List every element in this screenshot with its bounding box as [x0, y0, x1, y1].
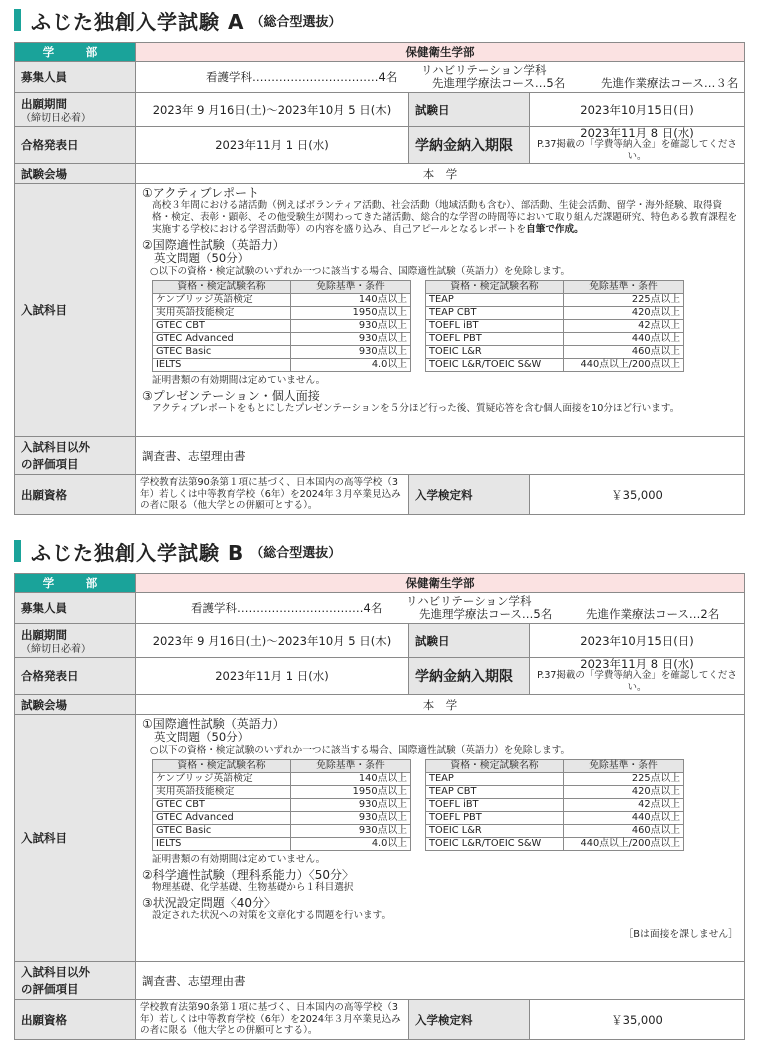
exam-date-value: 2023年10月15日(日) — [530, 93, 745, 127]
cert-row — [426, 333, 684, 346]
subject-item-heading: ②科学適性試験（理科系能力）〈50分〉 — [142, 868, 355, 882]
eligibility-label: 出願資格 — [15, 475, 136, 515]
cert-row — [426, 825, 684, 838]
announce-value: 2023年11月 1 日(水) — [136, 127, 409, 164]
subject-item-body — [152, 200, 738, 236]
section-b-table — [14, 573, 745, 1040]
other-eval-value: 調査書、志望理由書 — [136, 962, 745, 1000]
recruit-label: 募集人員 — [15, 62, 136, 93]
tuition-label: 学納金納入期限 — [409, 658, 530, 695]
tuition-note: P.37掲載の「学費等納入金」を確認してください。 — [537, 670, 737, 693]
subject-item-heading: ③プレゼンテーション・個人面接 — [142, 389, 320, 403]
recruit-nursing: 看護学科……………………………4名 — [191, 601, 383, 615]
period-value: 2023年 9 月16日(土)～2023年10月 5 日(木) — [136, 93, 409, 127]
subjects-content — [136, 184, 745, 437]
cert-name: TEAP CBT — [426, 307, 564, 320]
cert-name: TOEFL PBT — [426, 333, 564, 346]
validity-note: 証明書類の有効期間は定めていません。 — [152, 375, 326, 386]
announce-label: 合格発表日 — [15, 127, 136, 164]
cert-row — [153, 294, 411, 307]
report-body-text: 高校３年間における諸活動（例えばボランティア活動、社会活動（地域活動も含む）、部活動、生徒会活動、留学・海外経験、取得資格・検定、表彰・顕彰、その他受験生が関わってきた諸活動、総合的な学習の時間等において取り組んだ課題研究、特色ある教育課程を実施する学校における学習活動等）の内容を盛り込み、自己アピールとなるレポートを — [152, 200, 738, 235]
announce-value: 2023年11月 1 日(水) — [136, 658, 409, 695]
cert-row — [153, 799, 411, 812]
cert-header-name: 資格・検定試験名称 — [426, 281, 564, 294]
section-subtitle: （総合型選抜） — [250, 545, 342, 561]
cert-name: TOEFL PBT — [426, 812, 564, 825]
period-value: 2023年 9 月16日(土)～2023年10月 5 日(木) — [136, 624, 409, 658]
cert-name: 実用英語技能検定 — [153, 786, 291, 799]
cert-criteria: 1950点以上 — [291, 786, 411, 799]
recruit-ot: 先進作業療法コース…2名 — [586, 607, 720, 621]
subject-item-line: 英文問題（50分） — [154, 251, 250, 265]
exempt-note: ○以下の資格・検定試験のいずれか一つに該当する場合、国際適性試験（英語力）を免除します。 — [150, 745, 571, 756]
period-label-main: 出願期間 — [21, 627, 67, 642]
cert-row — [153, 825, 411, 838]
section-b-title — [14, 537, 341, 565]
cert-criteria: 930点以上 — [291, 346, 411, 359]
exam-date-value: 2023年10月15日(日) — [530, 624, 745, 658]
cert-criteria: 4.0以上 — [291, 838, 411, 851]
section-a-title — [14, 6, 341, 34]
recruit-label: 募集人員 — [15, 593, 136, 624]
faculty-value: 保健衛生学部 — [136, 574, 745, 593]
other-eval-label — [15, 962, 136, 1000]
faculty-label: 学 部 — [15, 574, 136, 593]
cert-name: TEAP — [426, 773, 564, 786]
tuition-value — [530, 658, 745, 695]
subjects-label: 入試科目 — [15, 184, 136, 437]
title-bar-marker — [14, 9, 21, 31]
report-body-bold: 自筆で作成。 — [526, 224, 584, 235]
venue-value: 本 学 — [136, 695, 745, 715]
cert-name: GTEC Advanced — [153, 812, 291, 825]
subject-item-heading: ①アクティブレポート — [142, 186, 259, 200]
period-label-main: 出願期間 — [21, 96, 67, 111]
cert-header-criteria: 免除基準・条件 — [291, 760, 411, 773]
subject-item-body: 設定された状況への対策を文章化する問題を行います。 — [152, 910, 392, 921]
cert-criteria: 420点以上 — [564, 307, 684, 320]
cert-criteria: 42点以上 — [564, 799, 684, 812]
subject-item-line: 英文問題（50分） — [154, 730, 250, 744]
fee-value: ￥35,000 — [530, 475, 745, 515]
cert-name: IELTS — [153, 359, 291, 372]
exam-date-label: 試験日 — [409, 93, 530, 127]
venue-label: 試験会場 — [15, 695, 136, 715]
cert-row — [426, 359, 684, 372]
recruit-pt: 先進理学療法コース…5名 — [432, 76, 566, 90]
cert-tables — [152, 759, 738, 851]
cert-tables — [152, 280, 738, 372]
cert-row — [426, 786, 684, 799]
cert-row — [426, 320, 684, 333]
cert-row — [426, 799, 684, 812]
cert-name: TOEFL iBT — [426, 320, 564, 333]
cert-row — [426, 346, 684, 359]
cert-row — [426, 294, 684, 307]
cert-name: TOEIC L&R — [426, 825, 564, 838]
cert-header-criteria: 免除基準・条件 — [291, 281, 411, 294]
cert-name: 実用英語技能検定 — [153, 307, 291, 320]
cert-table-right — [425, 759, 684, 851]
cert-name: TOEFL iBT — [426, 799, 564, 812]
recruit-pt: 先進理学療法コース…5名 — [419, 607, 553, 621]
cert-name: ケンブリッジ英語検定 — [153, 773, 291, 786]
other-eval-label-2: の評価項目 — [21, 456, 79, 471]
cert-criteria: 140点以上 — [291, 773, 411, 786]
cert-row — [153, 320, 411, 333]
validity-note: 証明書類の有効期間は定めていません。 — [152, 854, 326, 865]
cert-row — [153, 786, 411, 799]
section-title: ふじた独創入学試験 B — [31, 540, 245, 565]
fee-value: ￥35,000 — [530, 1000, 745, 1040]
cert-name: TEAP CBT — [426, 786, 564, 799]
tuition-label: 学納金納入期限 — [409, 127, 530, 164]
cert-name: TEAP — [426, 294, 564, 307]
cert-criteria: 1950点以上 — [291, 307, 411, 320]
cert-header-criteria: 免除基準・条件 — [564, 281, 684, 294]
subjects-content — [136, 715, 745, 962]
cert-criteria: 440点以上/200点以上 — [564, 838, 684, 851]
faculty-value: 保健衛生学部 — [136, 43, 745, 62]
cert-criteria: 42点以上 — [564, 320, 684, 333]
cert-criteria: 440点以上 — [564, 333, 684, 346]
period-label-sub: （締切日必着） — [21, 643, 91, 655]
tuition-date: 2023年11月 8 日(水) — [580, 657, 694, 671]
cert-criteria: 930点以上 — [291, 799, 411, 812]
cert-criteria: 225点以上 — [564, 773, 684, 786]
recruit-rehab-dept: リハビリテーション学科 — [406, 594, 532, 608]
subject-item-heading: ②国際適性試験（英語力） — [142, 238, 285, 252]
other-eval-label-2: の評価項目 — [21, 981, 79, 996]
title-bar-marker — [14, 540, 21, 562]
cert-criteria: 140点以上 — [291, 294, 411, 307]
period-label — [15, 93, 136, 127]
eligibility-value: 学校教育法第90条第１項に基づく、日本国内の高等学校（3年）若しくは中等教育学校（6年）を2024年３月卒業見込みの者に限る（他大学との併願可とする）。 — [136, 1000, 409, 1040]
subjects-label: 入試科目 — [15, 715, 136, 962]
recruit-value — [136, 62, 745, 93]
eligibility-label: 出願資格 — [15, 1000, 136, 1040]
cert-table-right — [425, 280, 684, 372]
cert-criteria: 930点以上 — [291, 825, 411, 838]
cert-name: TOEIC L&R/TOEIC S&W — [426, 359, 564, 372]
cert-row — [426, 838, 684, 851]
cert-criteria: 420点以上 — [564, 786, 684, 799]
cert-row — [153, 359, 411, 372]
other-eval-label-1: 入試科目以外 — [21, 964, 90, 979]
cert-criteria: 4.0以上 — [291, 359, 411, 372]
no-interview-note: ［Bは面接を課しません］ — [623, 929, 739, 940]
cert-row — [153, 812, 411, 825]
exempt-note: ○以下の資格・検定試験のいずれか一つに該当する場合、国際適性試験（英語力）を免除します。 — [150, 266, 571, 277]
cert-row — [153, 307, 411, 320]
subject-item-body: アクティブレポートをもとにしたプレゼンテーションを５分ほど行った後、質疑応答を含む個人面接を10分ほど行います。 — [152, 403, 680, 414]
cert-criteria: 440点以上/200点以上 — [564, 359, 684, 372]
cert-name: GTEC Basic — [153, 825, 291, 838]
venue-label: 試験会場 — [15, 164, 136, 184]
cert-row — [426, 307, 684, 320]
cert-row — [426, 812, 684, 825]
cert-row — [153, 773, 411, 786]
cert-name: GTEC Advanced — [153, 333, 291, 346]
section-title: ふじた独創入学試験 A — [31, 9, 245, 34]
cert-header-name: 資格・検定試験名称 — [153, 760, 291, 773]
tuition-note: P.37掲載の「学費等納入金」を確認してください。 — [537, 139, 737, 162]
cert-table-left — [152, 280, 411, 372]
other-eval-label — [15, 437, 136, 475]
other-eval-value: 調査書、志望理由書 — [136, 437, 745, 475]
venue-value: 本 学 — [136, 164, 745, 184]
cert-table-left — [152, 759, 411, 851]
cert-criteria: 930点以上 — [291, 320, 411, 333]
fee-label: 入学検定料 — [409, 475, 530, 515]
recruit-nursing: 看護学科……………………………4名 — [206, 70, 398, 84]
tuition-value — [530, 127, 745, 164]
cert-row — [153, 346, 411, 359]
subject-item-heading: ③状況設定問題〈40分〉 — [142, 896, 277, 910]
cert-row — [153, 333, 411, 346]
cert-name: GTEC Basic — [153, 346, 291, 359]
recruit-rehab-dept: リハビリテーション学科 — [421, 63, 547, 77]
cert-name: TOEIC L&R/TOEIC S&W — [426, 838, 564, 851]
cert-header-criteria: 免除基準・条件 — [564, 760, 684, 773]
faculty-label: 学 部 — [15, 43, 136, 62]
cert-name: TOEIC L&R — [426, 346, 564, 359]
subject-item-body: 物理基礎、化学基礎、生物基礎から１科目選択 — [152, 882, 354, 893]
cert-criteria: 440点以上 — [564, 812, 684, 825]
period-label — [15, 624, 136, 658]
cert-name: IELTS — [153, 838, 291, 851]
subject-item-heading: ①国際適性試験（英語力） — [142, 717, 285, 731]
cert-name: GTEC CBT — [153, 799, 291, 812]
cert-row — [426, 773, 684, 786]
cert-header-name: 資格・検定試験名称 — [426, 760, 564, 773]
cert-criteria: 460点以上 — [564, 346, 684, 359]
cert-criteria: 930点以上 — [291, 812, 411, 825]
eligibility-value: 学校教育法第90条第１項に基づく、日本国内の高等学校（3年）若しくは中等教育学校（6年）を2024年３月卒業見込みの者に限る（他大学との併願可とする）。 — [136, 475, 409, 515]
exam-date-label: 試験日 — [409, 624, 530, 658]
announce-label: 合格発表日 — [15, 658, 136, 695]
cert-name: ケンブリッジ英語検定 — [153, 294, 291, 307]
section-subtitle: （総合型選抜） — [250, 14, 342, 30]
cert-criteria: 930点以上 — [291, 333, 411, 346]
cert-criteria: 225点以上 — [564, 294, 684, 307]
cert-header-name: 資格・検定試験名称 — [153, 281, 291, 294]
fee-label: 入学検定料 — [409, 1000, 530, 1040]
recruit-value — [136, 593, 745, 624]
tuition-date: 2023年11月 8 日(水) — [580, 126, 694, 140]
period-label-sub: （締切日必着） — [21, 112, 91, 124]
cert-name: GTEC CBT — [153, 320, 291, 333]
other-eval-label-1: 入試科目以外 — [21, 439, 90, 454]
cert-row — [153, 838, 411, 851]
cert-criteria: 460点以上 — [564, 825, 684, 838]
section-a-table — [14, 42, 745, 515]
recruit-ot: 先進作業療法コース…３名 — [601, 76, 739, 90]
